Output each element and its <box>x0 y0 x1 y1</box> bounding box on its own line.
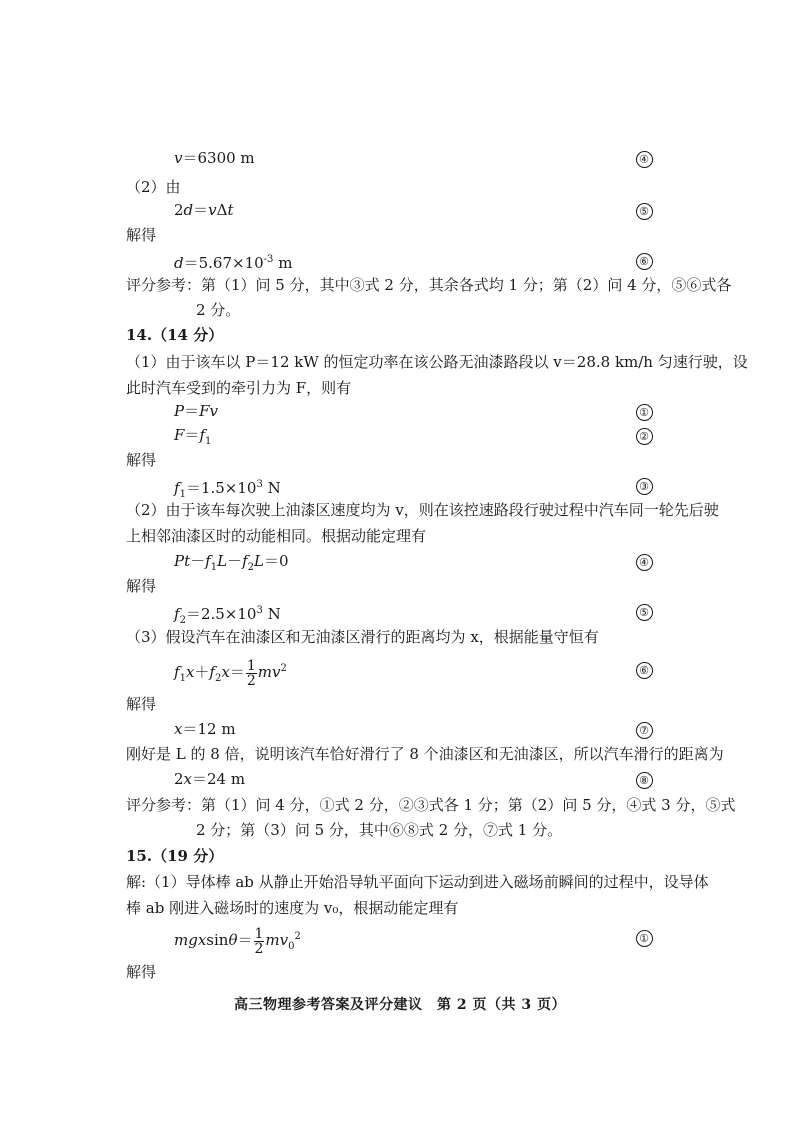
jiede-label: 解得 <box>126 451 157 469</box>
equation-kinetic-energy: mgxsinθ＝ $\frac{1}{2}$ $mv_0^2$ <box>174 925 301 957</box>
q14-part1-line1: （1）由于该车以 P＝12 kW 的恒定功率在该公路无油漆路段以 v＝28.8 km/h 匀速行驶，设 <box>126 353 748 371</box>
q14-part2-line1: （2）由于该车每次驶上油漆区速度均为 v，则在该控速路段行驶过程中汽车同一轮先后驶 <box>126 501 719 519</box>
equation-energy-conservation: $f_1x+f_2x=$ $\frac{1}{2}$ $mv^2$ <box>174 657 287 689</box>
eq-number-6: ⑥ <box>634 250 654 270</box>
jiede-label: 解得 <box>126 577 157 595</box>
part2-intro: （2）由 <box>126 178 181 196</box>
eq-number-1: ① <box>634 401 654 421</box>
eq-number-2: ② <box>634 425 654 445</box>
equation-2d: 2d＝vΔt <box>174 201 234 219</box>
eq-number-8: ⑧ <box>634 769 654 789</box>
score-note-13-line1: 评分参考：第（1）问 5 分，其中③式 2 分，其余各式均 1 分；第（2）问 4 分，⑤⑥式各 <box>126 276 732 294</box>
score-note-14-line2: 2 分；第（3）问 5 分，其中⑥⑧式 2 分，⑦式 1 分。 <box>196 821 563 839</box>
equation-2x: 2x＝24 m <box>174 770 246 788</box>
equation-v: v＝6300 m <box>174 149 255 167</box>
eq-number-4: ④ <box>634 148 654 168</box>
score-note-14-line1: 评分参考：第（1）问 4 分，①式 2 分，②③式各 1 分；第（2）问 5 分，④式 3 分，⑤式 <box>126 796 736 814</box>
eq-number-3: ③ <box>634 475 654 495</box>
q14-conclusion: 刚好是 L 的 8 倍，说明该汽车恰好滑行了 8 个油漆区和无油漆区，所以汽车滑行的距离为 <box>126 745 724 763</box>
q15-part1-line1: 解:（1）导体棒 ab 从静止开始沿导轨平面向下运动到进入磁场前瞬间的过程中，设导体 <box>126 873 709 891</box>
jiede-label: 解得 <box>126 226 157 244</box>
q14-part2-line2: 上相邻油漆区时的动能相同。根据动能定理有 <box>126 527 427 545</box>
q14-part3: （3）假设汽车在油漆区和无油漆区滑行的距离均为 x，根据能量守恒有 <box>126 628 599 646</box>
equation-f-f1: $F=f_1$ <box>174 426 212 447</box>
jiede-label: 解得 <box>126 963 157 981</box>
equation-work-energy: $Pt-f_1L-f_2L=0$ <box>174 552 289 573</box>
score-note-13-line2: 2 分。 <box>196 301 241 319</box>
eq-number-1: ① <box>634 927 654 947</box>
equation-p-fv: P＝Fv <box>174 402 218 420</box>
question-15-title: 15.（19 分） <box>126 847 224 865</box>
eq-number-5: ⑤ <box>634 601 654 621</box>
q15-part1-line2: 棒 ab 刚进入磁场时的速度为 v₀，根据动能定理有 <box>126 899 459 917</box>
eq-number-5: ⑤ <box>634 200 654 220</box>
equation-d: $d=5.67\times 10^{-3}$ m <box>174 254 293 272</box>
equation-f2: $f_2=2.5\times 10^3$ N <box>174 605 281 626</box>
equation-x: x＝12 m <box>174 720 236 738</box>
q14-part1-line2: 此时汽车受到的牵引力为 F，则有 <box>126 379 352 397</box>
eq-number-6: ⑥ <box>634 659 654 679</box>
jiede-label: 解得 <box>126 695 157 713</box>
equation-f1: $f_1=1.5\times 10^3$ N <box>174 479 281 500</box>
page-footer: 高三物理参考答案及评分建议 第 2 页（共 3 页） <box>234 997 566 1013</box>
eq-number-4: ④ <box>634 551 654 571</box>
question-14-title: 14.（14 分） <box>126 326 224 344</box>
eq-number-7: ⑦ <box>634 719 654 739</box>
